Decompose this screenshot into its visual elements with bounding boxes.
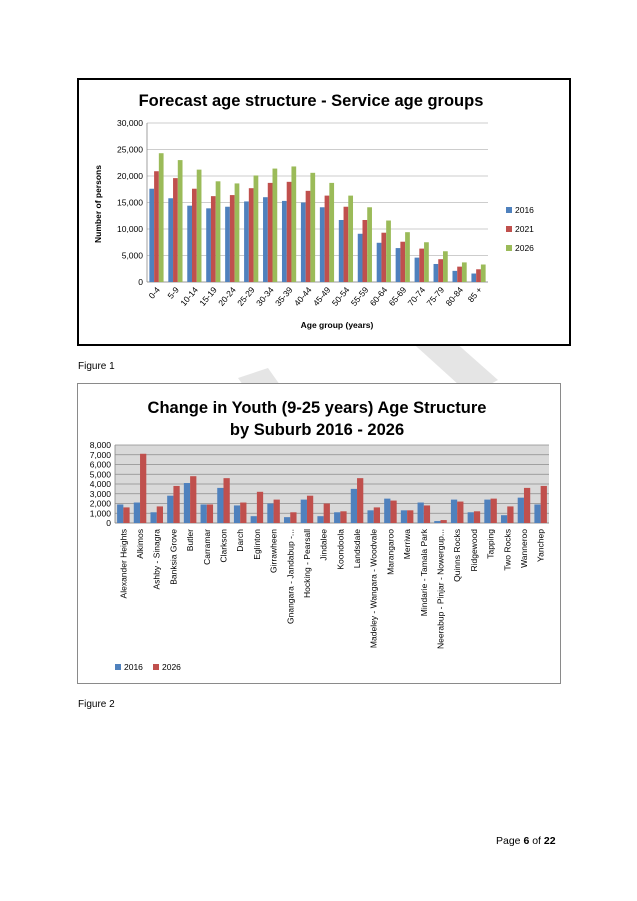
c2-bar-2026: [207, 504, 213, 523]
c2-bar-2016: [150, 512, 156, 523]
c1-y-tick-label: 10,000: [117, 224, 143, 234]
c1-bar-2016: [149, 189, 154, 282]
chart1-frame: [77, 78, 571, 346]
c1-y-tick-label: 30,000: [117, 118, 143, 128]
c1-bar-2016: [471, 274, 476, 282]
c1-bar-2021: [457, 267, 462, 282]
c1-bar-2021: [400, 242, 405, 282]
c2-y-tick-label: 6,000: [89, 459, 111, 470]
c2-bar-2026: [541, 486, 547, 523]
c1-bar-2016: [244, 201, 249, 282]
c1-y-tick-label: 15,000: [117, 197, 143, 208]
c2-bar-2026: [140, 454, 146, 523]
page-label: Page: [496, 835, 521, 847]
c1-bar-2021: [249, 188, 254, 282]
c1-bar-2016: [377, 243, 382, 282]
c1-legend-swatch-2021: [506, 226, 512, 232]
c1-bar-2021: [287, 182, 292, 282]
c1-bar-2021: [438, 259, 443, 282]
c2-x-tick-label: Ridgewood: [468, 529, 479, 572]
c1-bar-2021: [306, 191, 311, 282]
c1-bar-2021: [381, 233, 386, 282]
c1-bar-2021: [192, 189, 197, 282]
c1-bar-2026: [273, 169, 278, 282]
c2-bar-2026: [240, 503, 246, 523]
c2-bar-2016: [234, 505, 240, 523]
c1-x-tick-label: 85 +: [465, 284, 485, 305]
c1-x-tick-label: 15-19: [197, 284, 219, 308]
c1-bar-2021: [476, 269, 481, 282]
c2-bar-2016: [217, 488, 223, 523]
chart1-y-axis-label: Number of persons: [93, 165, 103, 243]
c2-bar-2016: [167, 496, 173, 523]
c2-x-tick-label: Hocking - Pearsall: [301, 529, 312, 598]
c2-bar-2016: [418, 503, 424, 523]
c2-bar-2026: [457, 502, 463, 523]
c2-bar-2026: [524, 488, 530, 523]
c1-x-tick-label: 10-14: [178, 284, 200, 308]
c2-bar-2026: [390, 501, 396, 523]
c2-y-tick-label: 4,000: [89, 479, 111, 489]
c1-bar-2016: [225, 207, 230, 282]
c1-bar-2016: [415, 258, 420, 282]
c2-bar-2026: [224, 478, 230, 523]
c1-bar-2021: [211, 196, 216, 282]
c2-bar-2016: [501, 515, 507, 523]
c2-y-tick-label: 3,000: [89, 488, 111, 499]
c1-bar-2021: [419, 249, 424, 282]
c1-bar-2026: [178, 160, 183, 282]
c2-bar-2026: [374, 507, 380, 523]
page-number: [496, 835, 556, 847]
c2-bar-2016: [401, 510, 407, 523]
c1-y-tick-label: 20,000: [117, 171, 143, 181]
c2-legend-label-2026: 2026: [162, 662, 181, 672]
c2-x-tick-label: Neerabup - Pinjar - Nowergup...: [435, 529, 446, 650]
c2-x-tick-label: Alexander Heights: [118, 529, 129, 599]
c1-bar-2026: [310, 173, 315, 282]
c2-bar-2016: [117, 504, 123, 523]
c2-bar-2026: [441, 520, 447, 523]
c1-bar-2021: [173, 178, 178, 282]
c2-x-tick-label: Merriwa: [402, 529, 413, 560]
c1-bar-2026: [367, 207, 372, 282]
c1-bar-2016: [339, 220, 344, 282]
c2-bar-2016: [468, 512, 474, 523]
c1-bar-2021: [325, 196, 330, 282]
c2-bar-2016: [518, 498, 524, 523]
c2-bar-2026: [324, 504, 330, 524]
c2-bar-2016: [317, 516, 323, 523]
page-total: 22: [543, 835, 556, 847]
c1-bar-2026: [291, 166, 296, 282]
c1-legend-label-2021: 2021: [515, 224, 534, 234]
c1-bar-2026: [386, 221, 391, 282]
c2-bar-2016: [267, 504, 273, 524]
c2-x-tick-label: Gnangara - Jandabup -...: [285, 529, 296, 624]
c1-x-tick-label: 40-44: [291, 284, 314, 308]
c1-bar-2021: [362, 220, 367, 282]
c2-x-tick-label: Wanneroo: [518, 529, 529, 568]
c1-x-tick-label: 25-29: [235, 284, 257, 308]
c2-x-tick-label: Clarkson: [218, 529, 229, 563]
chart1-x-axis-label: Age group (years): [300, 320, 374, 330]
c2-bar-2026: [340, 511, 346, 523]
c1-x-tick-label: 65-69: [386, 284, 409, 308]
c2-x-tick-label: Jindalee: [318, 529, 329, 561]
c1-bar-2021: [268, 183, 273, 282]
c1-y-tick-label: 25,000: [117, 144, 143, 155]
c2-x-tick-label: Madeley - Wangara - Woodvale: [368, 529, 379, 649]
chart1-title: Forecast age structure - Service age groups: [138, 92, 484, 110]
c2-x-tick-label: Banksia Grove: [168, 529, 179, 585]
c1-bar-2026: [197, 170, 202, 282]
c2-x-tick-label: Eglinton: [251, 529, 262, 560]
c1-bar-2026: [216, 181, 221, 282]
youth-change-chart: [78, 384, 560, 683]
c1-bar-2026: [329, 183, 334, 282]
c2-bar-2026: [173, 486, 179, 523]
c2-bar-2026: [474, 511, 480, 523]
c1-x-tick-label: 20-24: [216, 284, 238, 308]
c2-bar-2016: [351, 489, 357, 523]
c2-bar-2016: [201, 504, 207, 523]
c2-x-tick-label: Tapping: [485, 529, 496, 559]
c1-legend-label-2026: 2026: [515, 243, 534, 253]
c2-x-tick-label: Quinns Rocks: [452, 529, 463, 582]
c2-x-tick-label: Mindarie - Tamala Park: [418, 529, 429, 617]
c2-bar-2016: [301, 500, 307, 523]
c2-x-tick-label: Marangaroo: [385, 529, 396, 575]
c2-y-tick-label: 5,000: [89, 469, 111, 480]
c2-bar-2026: [274, 500, 280, 523]
c2-bar-2026: [507, 506, 513, 523]
c1-y-tick-label: 5,000: [121, 250, 143, 261]
c1-bar-2016: [263, 197, 268, 282]
chart2-title-line1: Change in Youth (9-25 years) Age Structure: [147, 399, 487, 417]
c2-bar-2016: [134, 503, 140, 523]
c1-bar-2026: [443, 251, 448, 282]
c2-x-tick-label: Girrawheen: [268, 529, 279, 573]
c2-bar-2016: [184, 483, 190, 523]
c2-bar-2016: [384, 499, 390, 523]
c1-bar-2016: [434, 264, 439, 282]
c2-bar-2016: [434, 521, 440, 523]
c2-y-tick-label: 0: [106, 518, 111, 528]
c2-x-tick-label: Alkimos: [135, 529, 146, 559]
c1-bar-2026: [462, 262, 467, 282]
c1-x-tick-label: 80-84: [443, 284, 466, 308]
c1-legend-swatch-2016: [506, 207, 512, 213]
c1-bar-2016: [358, 234, 363, 282]
c2-x-tick-label: Carramar: [201, 529, 212, 565]
c2-bar-2026: [307, 496, 313, 523]
c2-bar-2016: [334, 512, 340, 523]
c2-x-tick-label: Two Rocks: [502, 529, 513, 571]
c1-x-tick-label: 35-39: [272, 284, 295, 308]
c2-y-tick-label: 7,000: [89, 449, 111, 460]
c1-y-tick-label: 0: [138, 277, 143, 287]
c2-x-tick-label: Koondoola: [335, 529, 346, 570]
c2-y-tick-label: 8,000: [89, 440, 111, 450]
c2-bar-2026: [190, 476, 196, 523]
c1-x-tick-label: 60-64: [367, 284, 390, 308]
c1-x-tick-label: 75-79: [424, 284, 447, 308]
age-structure-chart: [79, 80, 569, 344]
c1-bar-2026: [159, 153, 164, 282]
c2-legend-swatch-2026: [153, 664, 159, 670]
c2-bar-2026: [357, 478, 363, 523]
c2-legend-label-2016: 2016: [124, 662, 143, 672]
c2-y-tick-label: 2,000: [89, 498, 111, 509]
c1-bar-2021: [230, 195, 235, 282]
figure-2-caption: Figure 2: [78, 699, 115, 710]
chart2-frame: [77, 383, 561, 684]
c1-x-tick-label: 5-9: [165, 284, 181, 301]
c1-bar-2016: [301, 203, 306, 283]
c1-x-tick-label: 45-49: [310, 284, 333, 308]
c2-bar-2026: [290, 512, 296, 523]
c1-bar-2026: [424, 242, 429, 282]
c2-bar-2016: [284, 517, 290, 523]
page-of: of: [532, 835, 541, 847]
c1-bar-2026: [481, 265, 486, 282]
c1-bar-2016: [452, 271, 457, 282]
page-current: 6: [523, 835, 530, 847]
c2-bar-2016: [367, 510, 373, 523]
c1-bar-2016: [168, 198, 173, 282]
c2-bar-2016: [484, 500, 490, 523]
c2-bar-2016: [251, 516, 257, 523]
c2-x-tick-label: Darch: [235, 529, 246, 552]
c1-bar-2016: [282, 201, 287, 282]
c1-bar-2016: [187, 206, 192, 282]
c1-bar-2016: [320, 207, 325, 282]
c1-x-tick-label: 50-54: [329, 284, 352, 308]
c1-x-tick-label: 0-4: [146, 284, 163, 301]
c2-x-tick-label: Ashby - Sinagra: [151, 529, 162, 590]
c2-bar-2016: [451, 500, 457, 523]
c1-bar-2026: [235, 183, 240, 282]
c1-bar-2026: [254, 175, 259, 282]
c2-y-tick-label: 1,000: [89, 508, 111, 519]
c1-x-tick-label: 55-59: [348, 284, 371, 308]
c2-x-tick-label: Butler: [185, 529, 196, 552]
c1-x-tick-label: 30-34: [254, 284, 276, 308]
c2-x-tick-label: Landsdale: [352, 529, 363, 569]
c2-bar-2026: [157, 506, 163, 523]
c2-x-tick-label: Yanchep: [535, 529, 546, 562]
figure-1-caption: Figure 1: [78, 361, 115, 372]
c2-bar-2026: [407, 510, 413, 523]
c2-bar-2026: [491, 499, 497, 523]
c1-bar-2016: [206, 208, 211, 282]
c1-bar-2021: [154, 171, 159, 282]
c1-bar-2021: [344, 207, 349, 282]
chart2-title-line2: by Suburb 2016 - 2026: [229, 421, 405, 439]
c1-legend-swatch-2026: [506, 245, 512, 251]
c1-x-tick-label: 70-74: [405, 284, 428, 308]
c2-bar-2026: [123, 507, 129, 523]
c1-bar-2026: [348, 196, 353, 282]
c2-legend-swatch-2016: [115, 664, 121, 670]
c1-bar-2026: [405, 232, 410, 282]
c1-legend-label-2016: 2016: [515, 205, 534, 215]
c1-bar-2016: [396, 248, 401, 282]
c2-bar-2016: [534, 504, 540, 523]
c2-bar-2026: [424, 505, 430, 523]
c2-bar-2026: [257, 492, 263, 523]
